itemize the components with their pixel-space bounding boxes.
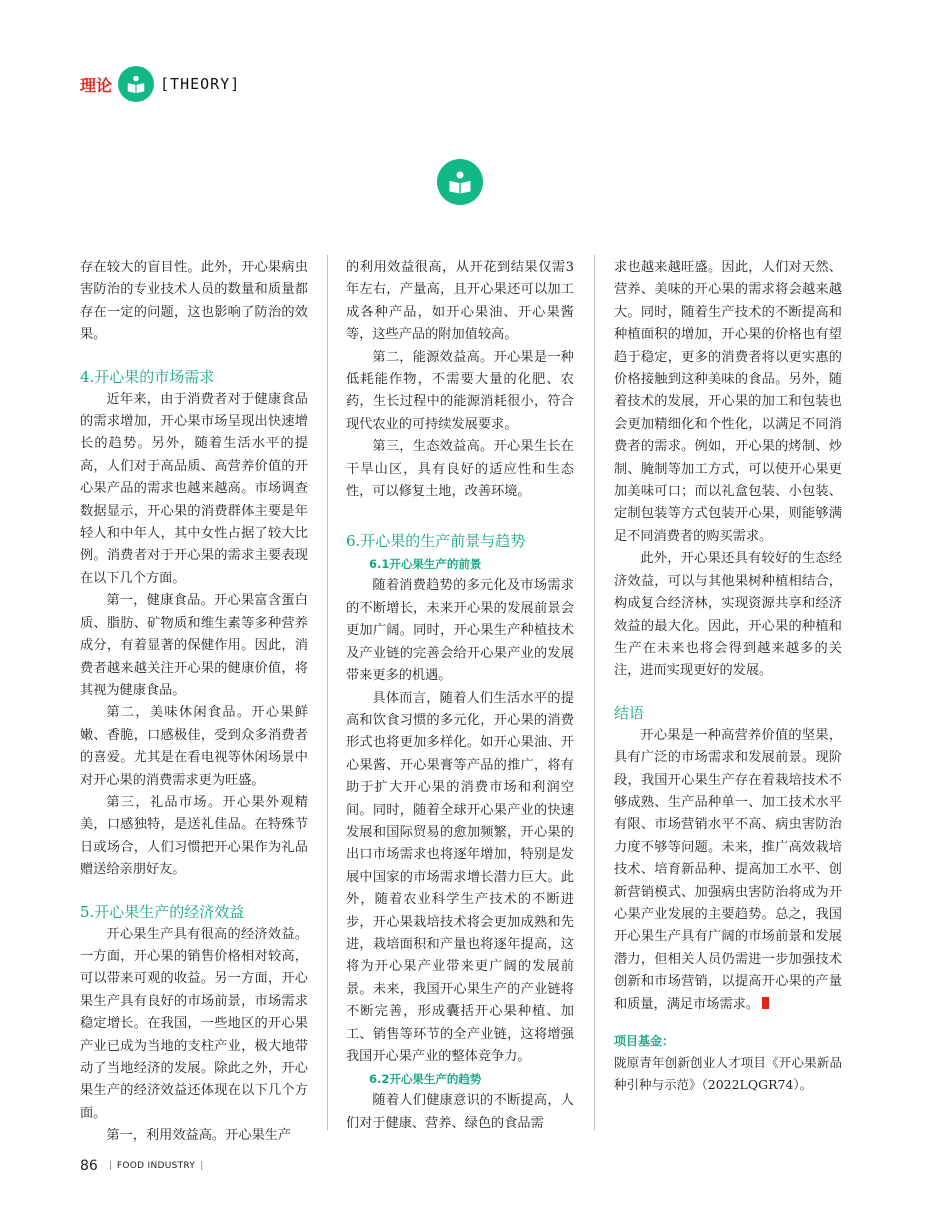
paragraph: 第三，礼品市场。开心果外观精美，口感独特，是送礼佳品。在特殊节日或场合，人们习惯把开心果作为礼品赠送给亲朋好友。	[80, 794, 308, 878]
article-column-3	[614, 257, 842, 1096]
conclusion-text: 开心果是一种高营养价值的坚果，具有广泛的市场需求和发展前景。现阶段，我国开心果生产存在着栽培技术不够成熟、生产品种单一、加工技术水平有限、市场营销水平不高、病虫害防治力度不够等问题。未来，推广高效栽培技术、培育新品种、提高加工水平、创新营销模式、加强病虫害防治将成为开心果产业发展的主要趋势。总之，我国开心果生产具有广阔的市场前景和发展潜力，但相关人员仍需进一步加强技术创新和市场营销，以提高开心果的产量和质量，满足市场需求。	[614, 727, 842, 1012]
paragraph: 随着消费趋势的多元化及市场需求的不断增长，未来开心果的发展前景会更加广阔。同时，开心果生产种植技术及产业链的完善会给开心果产业的发展带来更多的机遇。	[346, 578, 574, 684]
subsection-heading: 6.2开心果生产的趋势	[369, 1072, 482, 1087]
paragraph: 开心果生产具有很高的经济效益。一方面，开心果的销售价格相对较高，可以带来可观的收益。另一方面，开心果生产具有良好的市场前景，市场需求稳定增长。在我国，一些地区的开心果产业已成为当地的支柱产业，极大地带动了当地经济的发展。除此之外，开心果生产的经济效益还体现在以下几个方面。	[80, 926, 308, 1121]
paragraph: 近年来，由于消费者对于健康食品的需求增加，开心果市场呈现出快速增长的趋势。另外，随着生活水平的提高，人们对于高品质、高营养价值的开心果产品的需求也越来越高。市场调查数据显示，开心果的消费群体主要是年轻人和中年人，其中女性占据了较大比例。消费者对于开心果的需求主要表现在以下几个方面。	[80, 391, 308, 586]
page-footer	[80, 1158, 208, 1174]
subsection-heading: 6.1开心果生产的前景	[369, 557, 482, 572]
paragraph	[614, 725, 842, 1016]
footer-separator: |	[108, 1161, 112, 1171]
article-column-1	[80, 257, 308, 1148]
paragraph: 第二，能源效益高。开心果是一种低耗能作物，不需要大量的化肥、农药，生长过程中的能源消耗很小，符合现代农业的可持续发展要求。	[346, 349, 574, 432]
section-heading: 6.开心果的生产前景与趋势	[346, 532, 526, 551]
section-header	[80, 64, 240, 104]
page-number: 86	[80, 1158, 98, 1174]
paragraph: 随着人们健康意识的不断提高，人们对于健康、营养、绿色的食品需	[346, 1093, 574, 1131]
section-heading: 5.开心果生产的经济效益	[80, 902, 245, 921]
column-divider	[594, 255, 595, 1130]
section-heading: 4.开心果的市场需求	[80, 367, 215, 386]
fund-title: 项目基金：	[614, 1034, 675, 1048]
fund-text: 陇原青年创新创业人才项目《开心果新品种引种与示范》（2022LQGR74）。	[614, 1055, 842, 1092]
paragraph: 存在较大的盲目性。此外，开心果病虫害防治的专业技术人员的数量和质量都存在一定的问题，这也影响了防治的效果。	[80, 260, 308, 343]
paragraph: 的利用效益很高，从开花到结果仅需3年左右，产量高，且开心果还可以加工成各种产品，如开心果油、开心果酱等，这些产品的附加值较高。	[346, 260, 574, 343]
paragraph: 第一，利用效益高。开心果生产	[106, 1128, 292, 1144]
paragraph: 第三，生态效益高。开心果生长在干旱山区，具有良好的适应性和生态性，可以修复土地，改善环境。	[346, 439, 574, 500]
article-column-2	[346, 257, 574, 1135]
paragraph: 第一，健康食品。开心果富含蛋白质、脂肪、矿物质和维生素等多种营养成分，有着显著的保健作用。因此，消费者越来越关注开心果的健康价值，将其视为健康食品。	[80, 593, 308, 698]
paragraph: 此外，开心果还具有较好的生态经济效益，可以与其他果树种植相结合，构成复合经济林，实现资源共享和经济效益的最大化。因此，开心果的种植和生产在未来也将会得到越来越多的关注，进而实现更好的发展。	[614, 551, 842, 679]
section-label: 理论	[80, 75, 113, 95]
reading-icon	[118, 66, 154, 102]
paragraph: 求也越来越旺盛。因此，人们对天然、营养、美味的开心果的需求将会越来越大。同时，随着生产技术的不断提高和种植面积的增加，开心果的价格也有望趋于稳定，更多的消费者将以更实惠的价格接触到这种美味的食品。另外，随着技术的发展，开心果的加工和包装也会更加精细化和个性化，以满足不同消费者的需求。例如，开心果的烤制、炒制、腌制等加工方式，可以使开心果更加美味可口；而以礼盒包装、小包装、定制包装等方式包装开心果，则能够满足不同消费者的购买需求。	[614, 260, 842, 544]
section-label-en: [THEORY]	[160, 75, 241, 93]
paragraph: 具体而言，随着人们生活水平的提高和饮食习惯的多元化，开心果的消费形式也将更加多样化。如开心果油、开心果酱、开心果膏等产品的推广，将有助于扩大开心果的消费市场和利润空间。同时，随着全球开心果产业的快速发展和国际贸易的愈加频繁，开心果的出口市场需求也将逐年增加，特别是发展中国家的市场需求增长潜力巨大。此外，随着农业科学生产技术的不断进步，开心果栽培技术将会更加成熟和先进，栽培面积和产量也将逐年提高，这将为开心果产业带来更广阔的发展前景。未来，我国开心果生产的产业链将不断完善，形成囊括开心果种植、加工、销售等环节的全产业链，这将增强我国开心果产业的整体竞争力。	[346, 690, 574, 1064]
column-divider	[327, 255, 328, 1130]
magazine-name: FOOD INDUSTRY	[116, 1161, 196, 1171]
end-mark-icon	[762, 997, 769, 1009]
section-heading: 结语	[614, 703, 645, 722]
reading-icon	[437, 159, 483, 205]
paragraph: 第二，美味休闲食品。开心果鲜嫩、香脆，口感极佳，受到众多消费者的喜爱。尤其是在看电视等休闲场景中对开心果的消费需求更为旺盛。	[80, 705, 308, 788]
footer-separator: |	[200, 1161, 204, 1171]
